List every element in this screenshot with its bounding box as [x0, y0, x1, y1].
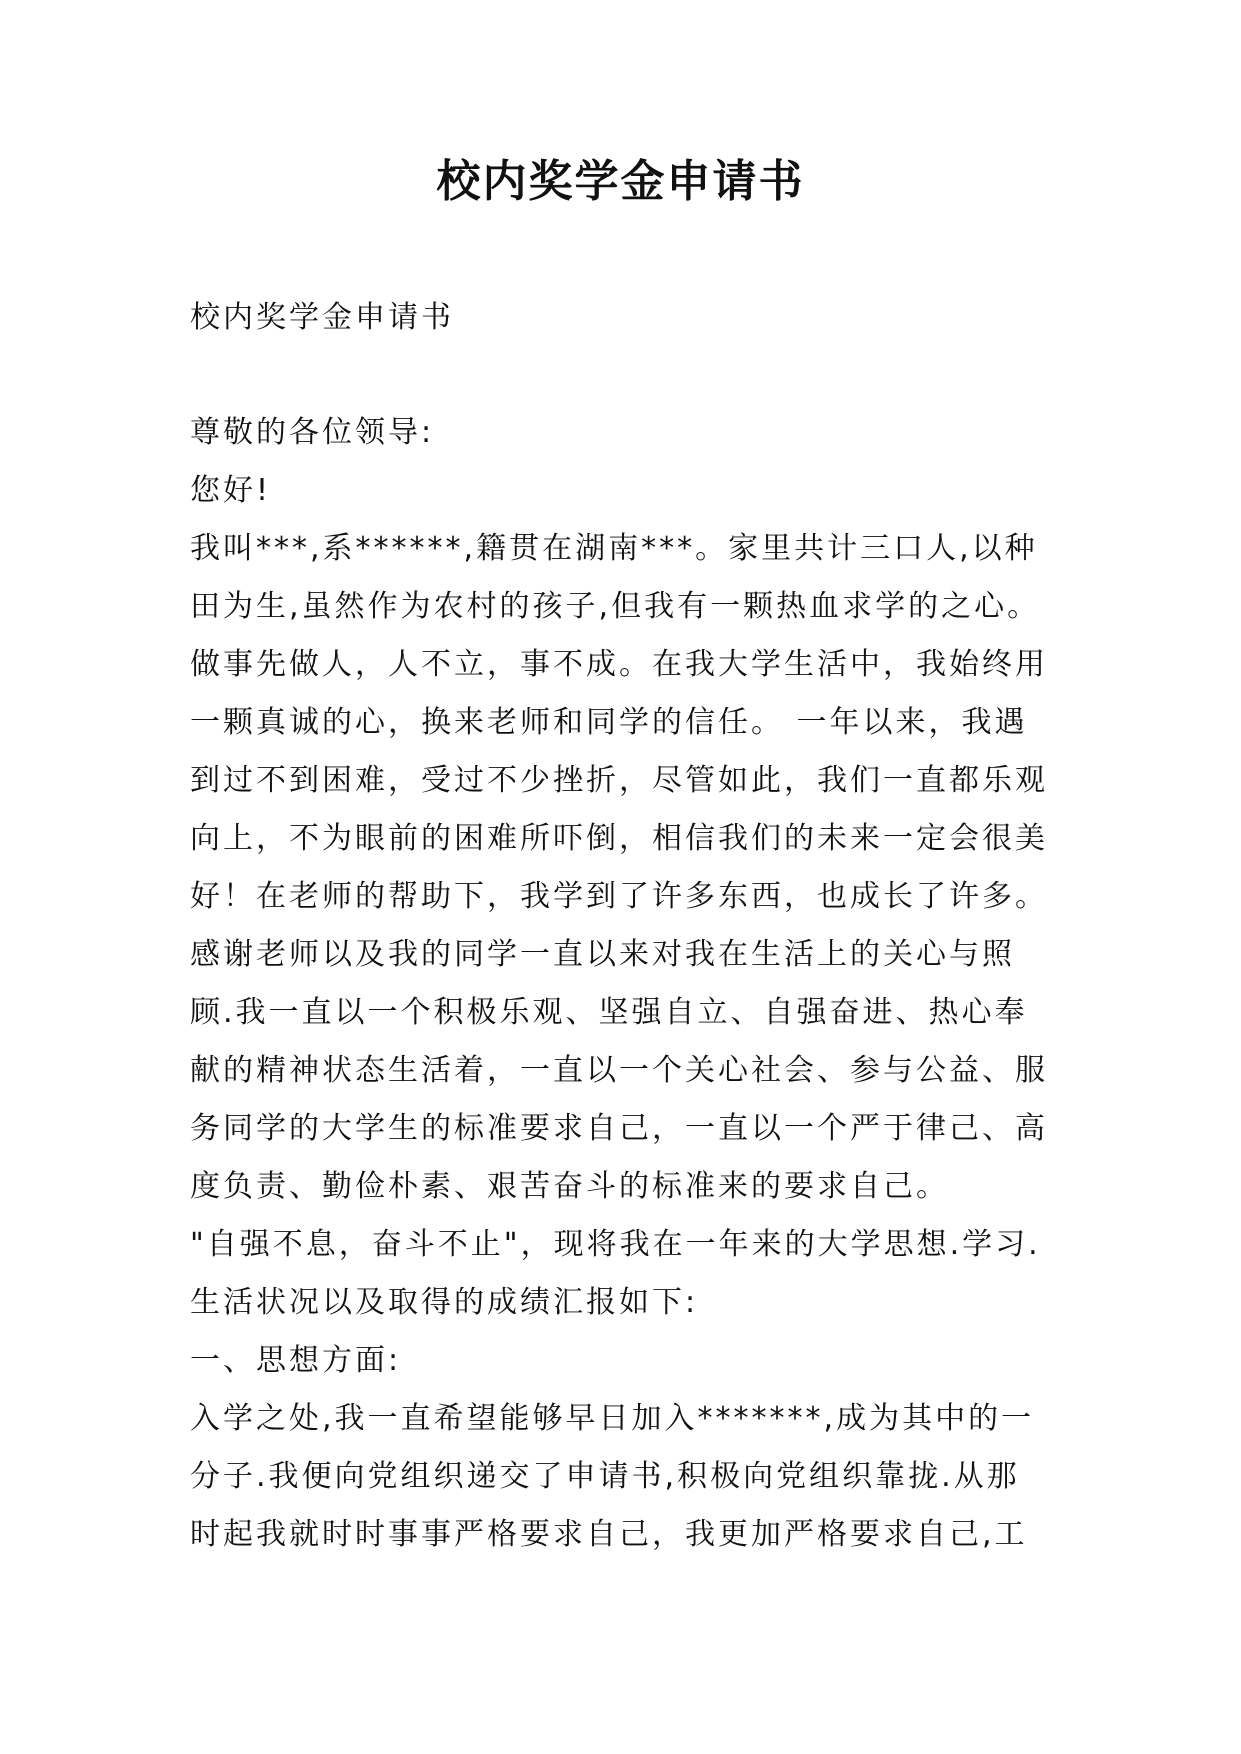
- body-line: 度负责、勤俭朴素、艰苦奋斗的标准来的要求自己。: [190, 1169, 949, 1204]
- salutation-line: 尊敬的各位领导:: [190, 415, 435, 450]
- document-body: [190, 289, 1070, 1564]
- body-line: 务同学的大学生的标准要求自己，一直以一个严于律己、高: [190, 1111, 1048, 1146]
- body-line: 顾.我一直以一个积极乐观、坚强自立、自强奋进、热心奉: [190, 995, 1028, 1030]
- body-line: 感谢老师以及我的同学一直以来对我在生活上的关心与照: [190, 937, 1015, 972]
- body-line: 献的精神状态生活着，一直以一个关心社会、参与公益、服: [190, 1053, 1048, 1088]
- body-line: 好！在老师的帮助下，我学到了许多东西，也成长了许多。: [190, 879, 1048, 914]
- body-line: 分子.我便向党组织递交了申请书,积极向党组织靠拢.从那: [190, 1459, 1020, 1494]
- body-line: 生活状况以及取得的成绩汇报如下:: [190, 1285, 699, 1320]
- body-line: 做事先做人，人不立，事不成。在我大学生活中，我始终用: [190, 647, 1048, 682]
- body-line: 田为生,虽然作为农村的孩子,但我有一颗热血求学的之心。: [190, 589, 1041, 624]
- section-heading: 一、思想方面:: [190, 1343, 402, 1378]
- document-title: 校内奖学金申请书: [436, 156, 805, 207]
- body-line: 到过不到困难，受过不少挫折，尽管如此，我们一直都乐观: [190, 763, 1048, 798]
- body-line: 我叫***,系******,籍贯在湖南***。家里共计三口人,以种: [190, 531, 1038, 566]
- subtitle-line: 校内奖学金申请书: [190, 300, 454, 335]
- body-line: 入学之处,我一直希望能够早日加入*******,成为其中的一: [190, 1401, 1035, 1436]
- body-line: "自强不息，奋斗不止"，现将我在一年来的大学思想.学习.: [190, 1227, 1041, 1262]
- body-line: 一颗真诚的心，换来老师和同学的信任。 一年以来，我遇: [190, 705, 1028, 740]
- body-line: 向上，不为眼前的困难所吓倒，相信我们的未来一定会很美: [190, 821, 1048, 856]
- greeting-line: 您好!: [190, 473, 272, 508]
- body-line: 时起我就时时事事严格要求自己，我更加严格要求自己,工: [190, 1517, 1028, 1552]
